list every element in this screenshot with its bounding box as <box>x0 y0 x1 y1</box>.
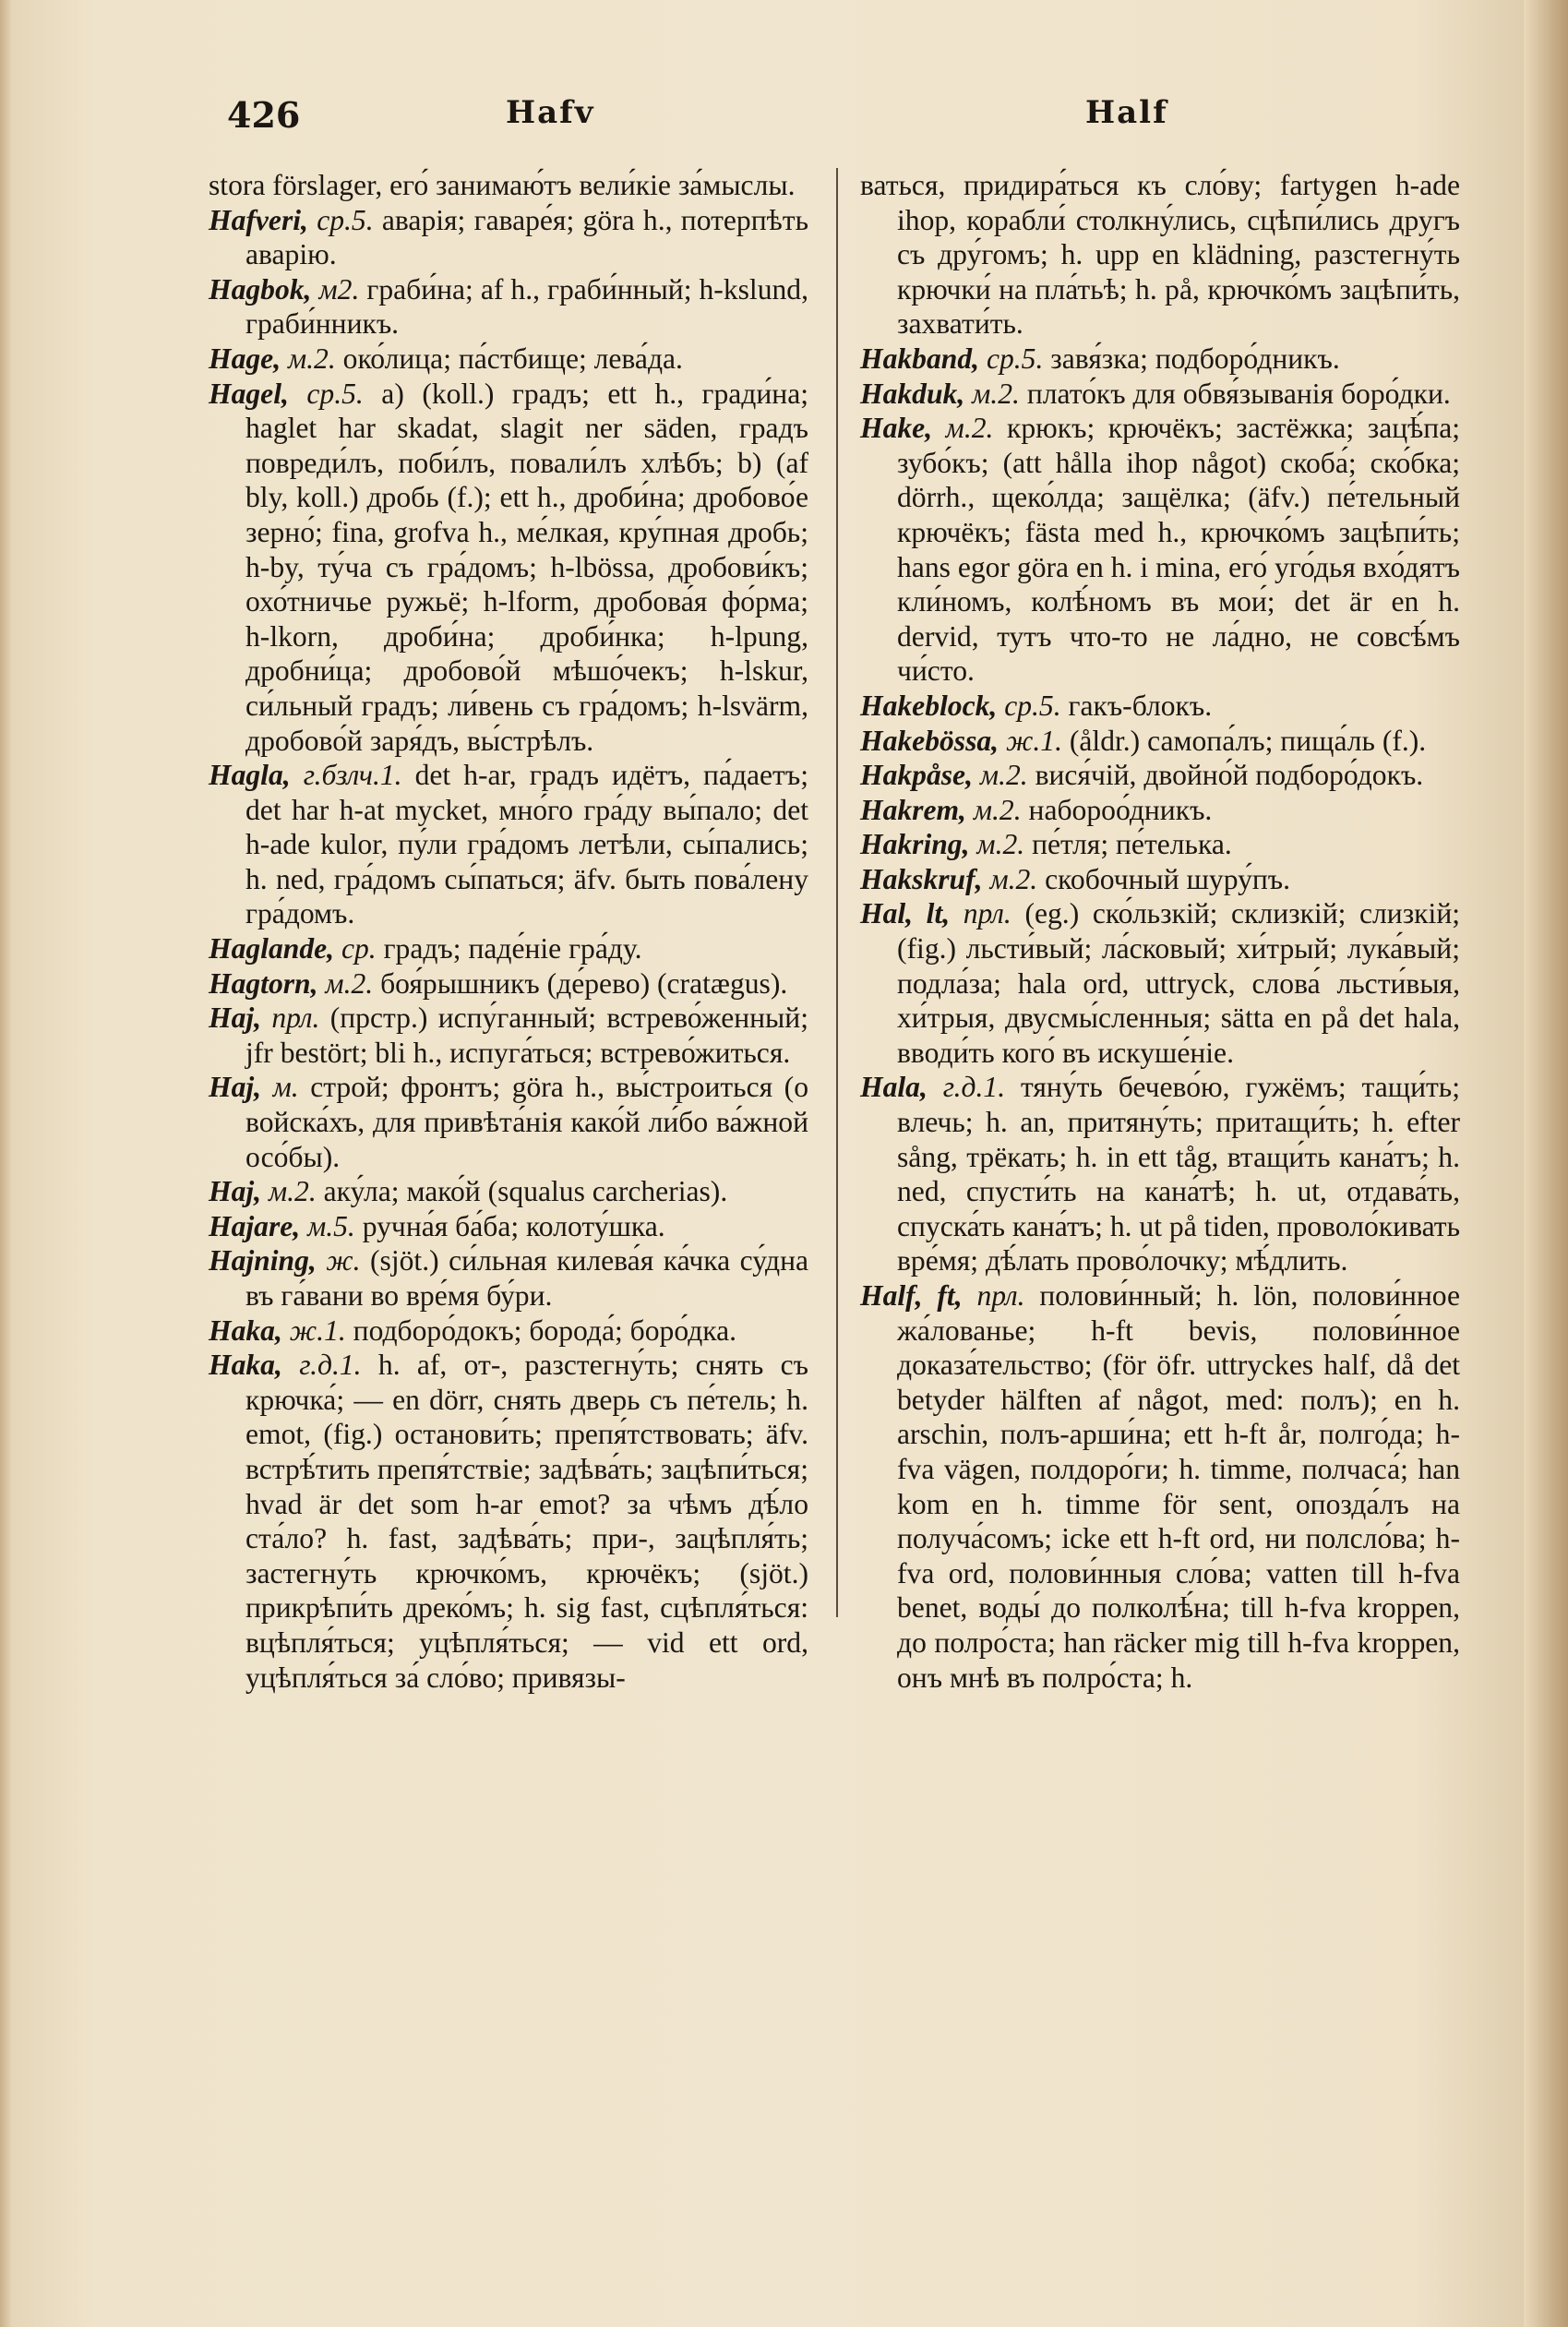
entry-headword: Haj, <box>209 1002 262 1035</box>
entry-definition: боя́рышникъ (де́рево) (cratægus). <box>380 966 788 1000</box>
entry-grammar: ж.1. <box>289 1313 346 1347</box>
entry-grammar: ср. <box>341 932 377 966</box>
dictionary-entry <box>860 896 1460 1070</box>
entry-grammar: прл. <box>271 1002 320 1035</box>
entry-grammar: ср.5. <box>986 342 1044 375</box>
entry-headword: Haj, <box>209 1175 262 1208</box>
dictionary-entry <box>209 1243 808 1313</box>
page-number: 426 <box>227 94 301 136</box>
entry-definition: (åldr.) самопа́лъ; пища́ль (f.). <box>1069 724 1427 757</box>
entry-definition: пе́тля; пе́телька. <box>1032 828 1232 861</box>
entry-definition: скобочный шуру́пъ. <box>1045 862 1291 895</box>
entry-definition: аку́ла; мако́й (squalus carcherias). <box>323 1175 728 1208</box>
entry-grammar: м.2. <box>976 828 1025 861</box>
entry-headword: Haka, <box>209 1313 282 1347</box>
entry-headword: Hakskruf, <box>860 862 983 895</box>
dictionary-entry <box>209 1070 808 1174</box>
entry-definition: граби́на; af h., граби́нный; h-kslund, граби́нникъ. <box>245 272 808 341</box>
entry-headword: Hala, <box>860 1071 928 1104</box>
page-right-edge <box>1524 0 1568 2327</box>
dictionary-entry <box>209 931 808 966</box>
entry-definition: ваться, придира́ться къ сло́ву; fartygen h-ade ihop, корабли́ столкну́лись, сцѣпи́лись другъ съ дру́гомъ; h. upp en klädning, разстегну́ть крючки́ на пла́тьѣ; h. på, крючко́мъ зацѣпи́ть, захвати́ть. <box>860 169 1460 341</box>
entry-grammar: м.2. <box>973 793 1022 826</box>
entry-grammar: г.бзлч.1. <box>303 759 402 792</box>
entry-definition: крюкъ; крючёкъ; застёжка; зацѣ́па; зубо́къ; (att hålla ihop något) скоба́; ско́бка; dörrh., щеко́лда; защёлка; (äfv.) пе́тельный крючёкъ; fästa med h., крючко́мъ зацѣпи́ть; hans egor göra en h. i mina, его́ уго́дья вхо́дятъ кли́номъ, колѣ́номъ въ мои́; det är en h. dervid, тутъ что-то не ла́дно, не совсѣ́мъ чи́сто. <box>897 412 1460 688</box>
right-column <box>860 168 1460 1695</box>
dictionary-entry <box>209 203 808 272</box>
entry-grammar: м.2. <box>979 759 1028 792</box>
left-column <box>209 168 808 1695</box>
entry-definition: строй; фронтъ; göra h., вы́строиться (о войска́хъ, для привѣта́нія како́й ли́бо ва́жной осо́бы). <box>245 1071 808 1173</box>
dictionary-entry <box>209 1348 808 1695</box>
dictionary-entry <box>860 793 1460 828</box>
dictionary-entry <box>860 689 1460 724</box>
dictionary-entry <box>209 168 808 203</box>
entry-headword: Hakeblock, <box>860 689 998 722</box>
entry-headword: Half, ft, <box>860 1279 963 1312</box>
page-left-edge <box>0 0 13 2327</box>
column-divider <box>836 168 838 1617</box>
entry-headword: Hake, <box>860 412 933 445</box>
entry-headword: Hal, lt, <box>860 897 951 930</box>
dictionary-entry <box>860 724 1460 759</box>
entry-headword: Hakrem, <box>860 793 966 826</box>
entry-grammar: м.2. <box>945 412 994 445</box>
dictionary-entry <box>209 1174 808 1209</box>
dictionary-entry <box>860 758 1460 793</box>
entry-grammar: ср.5. <box>317 203 374 236</box>
entry-headword: Haglande, <box>209 932 335 966</box>
entry-definition: (eg.) ско́льзкій; склизкій; слизкій; (fig.) льсти́вый; ла́сковый; хи́трый; лука́вый; подла́за; hala ord, uttryck, слова́ льсти́выя, хи́трыя, двусмы́сленныя; sätta en på det hala, вводи́ть кого́ въ искуше́ніе. <box>897 897 1460 1069</box>
running-head-right: Half <box>1085 94 1168 131</box>
dictionary-entry <box>860 168 1460 342</box>
entry-definition: h. af, от-, разстегну́ть; снять съ крючка́; — en dörr, снять дверь съ пе́тель; h. emot, (fig.) останови́ть; препя́тствовать; äfv. встрѣ́тить препя́тствіе; задѣва́ть; зацѣпи́ться; hvad är det som h-ar emot? за чѣмъ дѣ́ло ста́ло? h. fast, задѣва́ть; при-, зацѣпля́ть; застегну́ть крючко́мъ, крючёкъ; (sjöt.) прикрѣпи́ть дреко́мъ; h. sig fast, сцѣпля́ться: вцѣпля́ться; уцѣпля́ться; — vid ett ord, уцѣпля́ться за́ сло́во; привязы- <box>245 1349 808 1694</box>
entry-definition: завя́зка; подборо́дникъ. <box>1050 342 1340 375</box>
entry-definition: набороо́дникъ. <box>1028 793 1213 826</box>
entry-definition: гакъ-блокъ. <box>1068 689 1213 722</box>
entry-headword: Hajning, <box>209 1244 317 1277</box>
entry-definition: плато́къ для обвя́зыванія боро́дки. <box>1026 377 1451 410</box>
entry-definition: ручна́я ба́ба; колоту́шка. <box>362 1209 665 1242</box>
entry-grammar: г.д.1. <box>942 1071 1006 1104</box>
entry-grammar: ж.1. <box>1005 724 1062 757</box>
entry-grammar: г.д.1. <box>299 1349 362 1382</box>
entry-headword: Hage, <box>209 342 281 375</box>
entry-definition: а) (koll.) градъ; ett h., гради́на; haglet har skadat, slagit ner säden, градъ повреди́лъ, поби́лъ, повали́лъ хлѣбъ; b) (af bly, koll.) дробь (f.); ett h., дроби́на; дробово́е зерно́; fina, grofva h., ме́лкая, кру́пная дробь; h-by, ту́ча съ гра́домъ; h-lbössa, дробови́къ; охо́тничье ружьё; h-lform, дробова́я фо́рма; h-lkorn, дроби́на; дроби́нка; h-lpung, дробни́ца; дробово́й мѣшо́чекъ; h-lskur, си́льный градъ; ли́вень съ гра́домъ; h-lsvärm, дробово́й заря́дъ, вы́стрѣлъ. <box>245 377 808 757</box>
running-head-left: Hafv <box>506 94 595 131</box>
dictionary-entry <box>209 342 808 377</box>
entry-grammar: ср.5. <box>306 377 364 410</box>
entry-definition: тяну́ть бечево́ю, гужёмъ; тащи́ть; влечь; h. an, притяну́ть; притащи́ть; h. efter sång, трёкать; h. in ett tåg, втащи́ть кана́тъ; h. ned, спусти́ть на кана́тѣ; h. ut, отдава́ть, спуска́ть кана́тъ; h. ut på tiden, проволо́кивать вре́мя; дѣ́лать прово́лочку; мѣ́длить. <box>897 1071 1460 1277</box>
entry-grammar: ср.5. <box>1004 689 1061 722</box>
entry-grammar: ж. <box>326 1244 361 1277</box>
entry-headword: Hagla, <box>209 759 291 792</box>
entry-grammar: м.2. <box>972 377 1020 410</box>
entry-headword: Haj, <box>209 1071 262 1104</box>
dictionary-entry <box>209 377 808 759</box>
entry-grammar: прл. <box>963 897 1011 930</box>
entry-headword: Hakebössa, <box>860 724 999 757</box>
entry-headword: Hakduk, <box>860 377 965 410</box>
entry-grammar: м.2. <box>989 862 1038 895</box>
dictionary-entry <box>860 342 1460 377</box>
entry-definition: око́лица; па́стбище; лева́да. <box>342 342 683 375</box>
dictionary-entry <box>860 827 1460 862</box>
entry-definition: аварія; гаваре́я; göra h., потерпѣть аварію. <box>245 203 808 271</box>
dictionary-entry <box>860 377 1460 412</box>
entry-headword: Hakband, <box>860 342 980 375</box>
entry-headword: Hakring, <box>860 828 970 861</box>
dictionary-entry <box>860 411 1460 689</box>
dictionary-entry <box>209 758 808 931</box>
entry-headword: Hakpåse, <box>860 759 973 792</box>
entry-headword: Hagel, <box>209 377 289 410</box>
dictionary-entry <box>209 272 808 342</box>
entry-definition: (прстр.) испу́ганный; встрево́женный; jfr bestört; bli h., испуга́ться; встрево́житься. <box>245 1002 808 1069</box>
entry-definition: полови́нный; h. lön, полови́нное жа́лованье; h-ft bevis, полови́нное доказа́тельство; (för öfr. uttryckes half, då det betyder hälften af något, med: полъ); en h. arschin, полъ-арши́на; ett h-ft år, полго́да; h-fva vägen, полдоро́ги; h. timme, полчаса́; han kom en h. timme för sent, опозда́лъ на получа́сомъ; icke ett h-ft ord, ни полсло́ва; h-fva ord, полови́нныя сло́ва; vatten till h-fva benet, воды́ до полколѣ́на; till h-fva kroppen, до полро́ста; han räcker mig till h-fva kroppen, онъ мнѣ въ полро́ста; h. <box>897 1279 1460 1694</box>
entry-definition: вися́чій, двойно́й подборо́докъ. <box>1035 759 1424 792</box>
entry-grammar: прл. <box>976 1279 1025 1312</box>
dictionary-entry <box>860 862 1460 897</box>
entry-definition: подборо́докъ; борода́; боро́дка. <box>353 1313 737 1347</box>
dictionary-entry <box>209 1313 808 1349</box>
entry-grammar: м. <box>272 1071 299 1104</box>
entry-grammar: м.2. <box>268 1175 317 1208</box>
dictionary-entry <box>860 1070 1460 1278</box>
entry-headword: Haka, <box>209 1349 282 1382</box>
entry-headword: Hajare, <box>209 1209 301 1242</box>
entry-headword: Hafveri, <box>209 203 308 236</box>
dictionary-entry <box>209 1001 808 1070</box>
entry-definition: (sjöt.) си́льная килева́я ка́чка су́дна въ га́вани во вре́мя бу́ри. <box>245 1244 809 1312</box>
entry-headword: Hagbok, <box>209 272 312 306</box>
dictionary-entry <box>209 966 808 1002</box>
entry-grammar: м2. <box>318 272 360 306</box>
entry-grammar: м.2. <box>325 966 374 1000</box>
entry-grammar: м.2. <box>288 342 336 375</box>
dictionary-entry <box>860 1278 1460 1695</box>
entry-definition: градъ; паде́ніе гра́ду. <box>383 932 642 966</box>
entry-definition: det h-ar, градъ идётъ, па́даетъ; det har h-at mycket, мно́го гра́ду вы́пало; det h-ade kulor, пу́ли гра́домъ летѣли, сы́пались; h. ned, гра́домъ сы́паться; äfv. быть пова́лену гра́домъ. <box>245 759 808 930</box>
dictionary-entry <box>209 1209 808 1244</box>
entry-headword: Hagtorn, <box>209 966 318 1000</box>
entry-grammar: м.5. <box>307 1209 355 1242</box>
entry-definition: stora förslager, его́ занимаю́тъ вели́кіе за́мыслы. <box>209 169 796 201</box>
